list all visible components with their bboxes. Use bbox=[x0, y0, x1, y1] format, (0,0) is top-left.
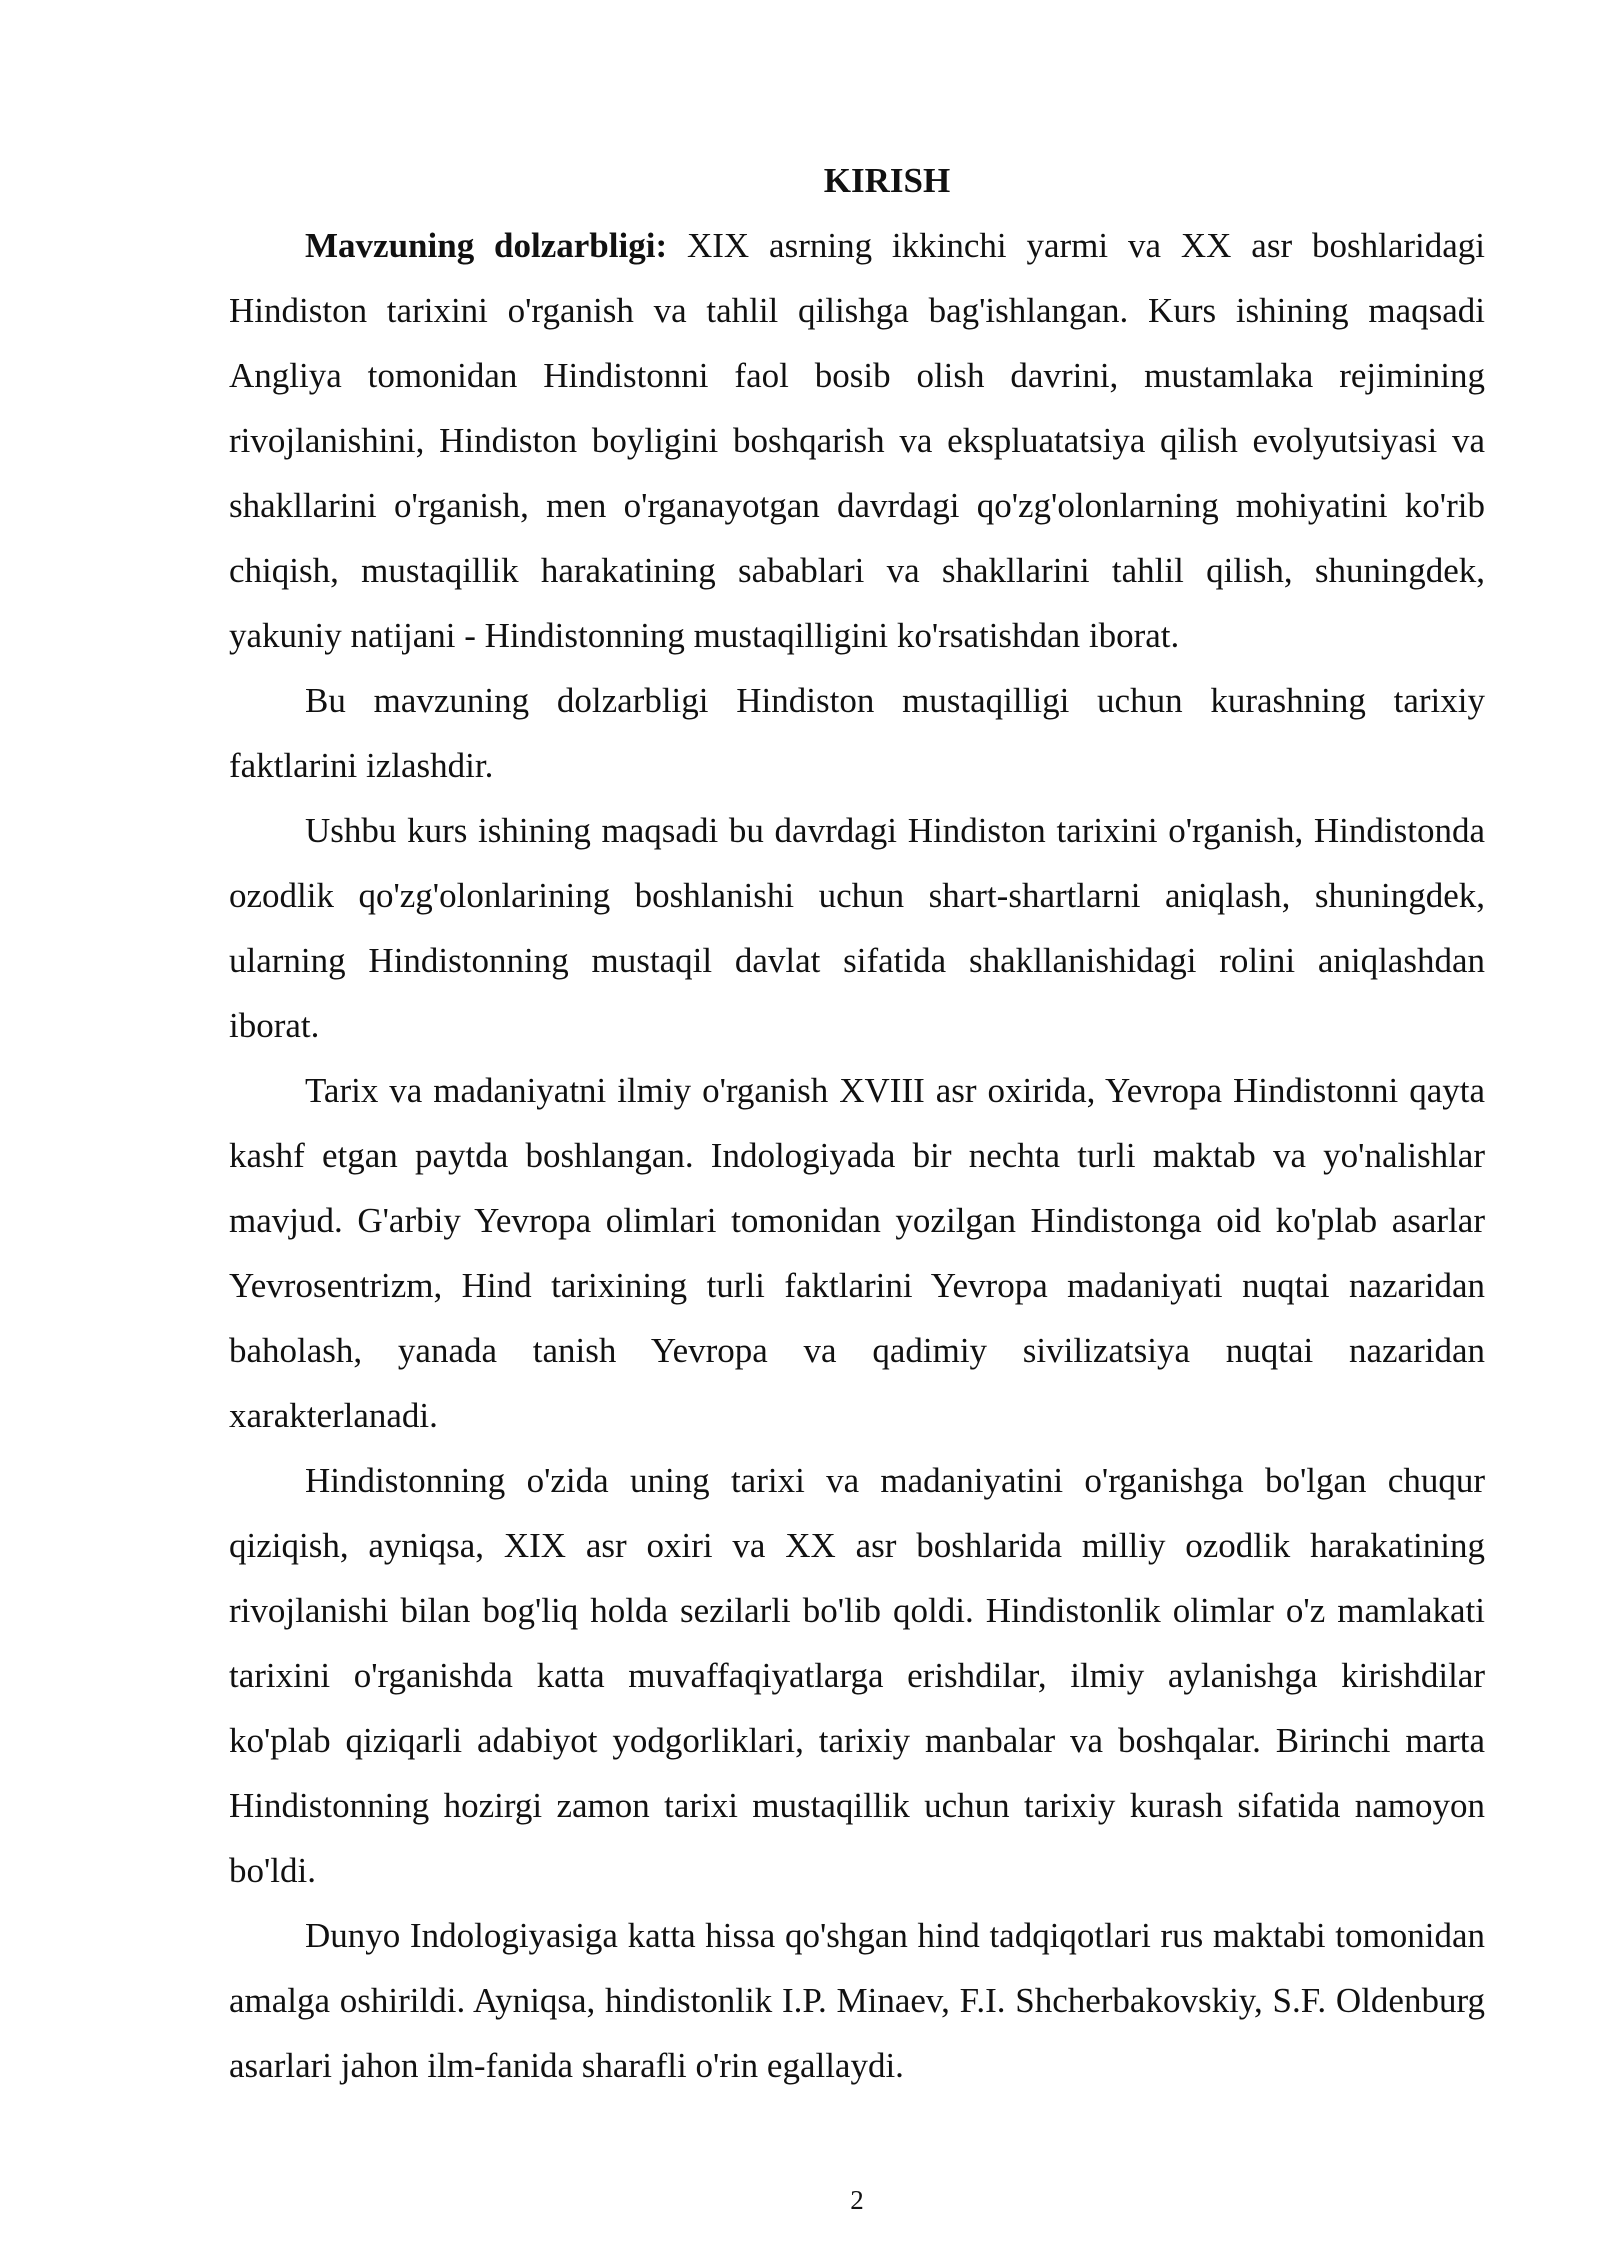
page-title: KIRISH bbox=[823, 161, 951, 200]
paragraph: Dunyo Indologiyasiga katta hissa qo'shgan hind tadqiqotlari rus maktabi tomonidan amalga oshirildi. Ayniqsa, hindistonlik I.P. Minaev, F.I. Shcherbakovskiy, S.F. Oldenburg asarlari jahon ilm-fanida sharafli o'rin egallaydi. bbox=[229, 1916, 1485, 2085]
paragraph: Hindistonning o'zida uning tarixi va madaniyatini o'rganishga bo'lgan chuqur qiziqish, ayniqsa, XIX asr oxiri va XX asr boshlarida milliy ozodlik harakatining rivojlanishi bilan bog'liq holda sezilarli bo'lib qoldi. Hindistonlik olimlar o'z mamlakati tarixini o'rganishda katta muvaffaqiyatlarga erishdilar, ilmiy aylanishga kirishdilar ko'plab qiziqarli adabiyot yodgorliklari, tarixiy manbalar va boshqalar. Birinchi marta Hindistonning hozirgi zamon tarixi mustaqillik uchun tarixiy kurash sifatida namoyon bo'ldi. bbox=[229, 1461, 1485, 1890]
paragraph-lead: Mavzuning dolzarbligi: bbox=[305, 226, 668, 265]
paragraph-relevance bbox=[229, 213, 1485, 668]
paragraph: Ushbu kurs ishining maqsadi bu davrdagi Hindiston tarixini o'rganish, Hindistonda ozodlik qo'zg'olonlarining boshlanishi uchun shart-shartlarni aniqlash, shuningdek, ularning Hindistonning mustaqil davlat sifatida shakllanishidagi rolini aniqlashdan iborat. bbox=[229, 811, 1485, 1045]
page-number: 2 bbox=[850, 2185, 864, 2215]
paragraph-text: XIX asrning ikkinchi yarmi va XX asr boshlaridagi Hindiston tarixini o'rganish va tahlil qilishga bag'ishlangan. Kurs ishining maqsadi Angliya tomonidan Hindistonni faol bosib olish davrini, mustamlaka rejimining rivojlanishini, Hindiston boyligini boshqarish va ekspluatatsiya qilish evolyutsiyasi va shakllarini o'rganish, men o'rganayotgan davrdagi qo'zg'olonlarning mohiyatini ko'rib chiqish, mustaqillik harakatining sabablari va shakllarini tahlil qilish, shuningdek, yakuniy natijani - Hindistonning mustaqilligini ko'rsatishdan iborat. bbox=[229, 226, 1485, 655]
paragraph: Bu mavzuning dolzarbligi Hindiston mustaqilligi uchun kurashning tarixiy faktlarini izlashdir. bbox=[229, 681, 1485, 785]
page-content bbox=[229, 148, 1485, 2098]
paragraph: Tarix va madaniyatni ilmiy o'rganish XVIII asr oxirida, Yevropa Hindistonni qayta kashf etgan paytda boshlangan. Indologiyada bir nechta turli maktab va yo'nalishlar mavjud. G'arbiy Yevropa olimlari tomonidan yozilgan Hindistonga oid ko'plab asarlar Yevrosentrizm, Hind tarixining turli faktlarini Yevropa madaniyati nuqtai nazaridan baholash, yanada tanish Yevropa va qadimiy sivilizatsiya nuqtai nazaridan xarakterlanadi. bbox=[229, 1071, 1485, 1435]
